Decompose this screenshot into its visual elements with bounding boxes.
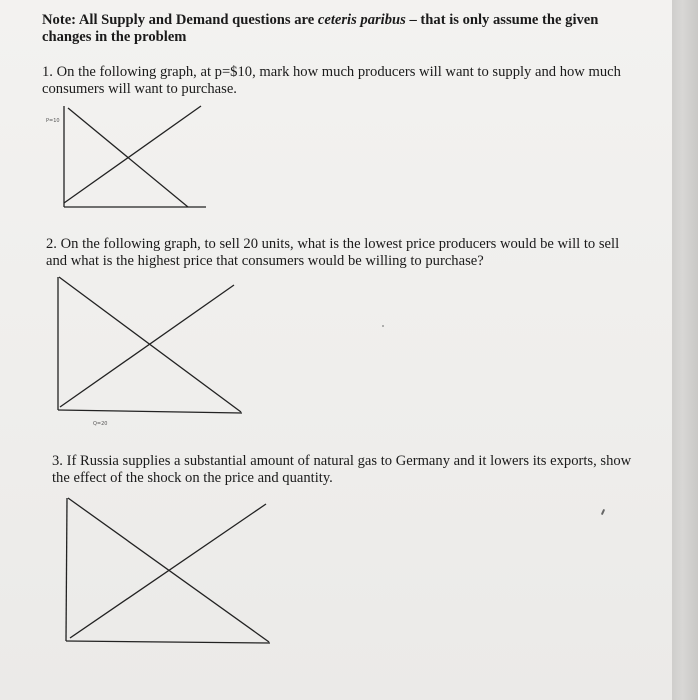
graph-2-supply-curve: [60, 285, 234, 407]
note-italic-term: ceteris paribus: [317, 12, 406, 28]
graph-3-supply-curve: [70, 504, 266, 638]
question-3-text: 3. If Russia supplies a substantial amount of natural gas to Germany and it lowers its exports, show the effect of the shock on the price and quantity.: [52, 453, 632, 486]
graph-3-y-axis: [66, 498, 67, 641]
graph-1-price-label: P=10: [46, 118, 60, 124]
graph-2: [54, 273, 246, 416]
page-edge: [672, 0, 698, 700]
dust-speck: [382, 325, 384, 327]
graph-2-quantity-label: Q=20: [93, 421, 108, 427]
note-rest-text: – that is only assume the given changes in the problem: [42, 12, 599, 45]
pencil-mark: [601, 509, 605, 515]
note-bold-text: Note: All Supply and Demand questions are: [42, 12, 318, 28]
question-1-text: 1. On the following graph, at p=$10, mark how much producers will want to supply and how much consumers will want to purchase.: [42, 64, 621, 97]
graph-1: [60, 100, 210, 212]
graph-3: [62, 494, 274, 646]
graph-2-x-axis: [58, 410, 242, 413]
graph-1-supply-curve: [64, 106, 201, 203]
question-2-text: 2. On the following graph, to sell 20 units, what is the lowest price producers would be will to sell and what is the highest price that consumers would be willing to purchase?: [46, 236, 620, 269]
graph-3-x-axis: [66, 641, 270, 643]
note-heading: [42, 12, 622, 46]
